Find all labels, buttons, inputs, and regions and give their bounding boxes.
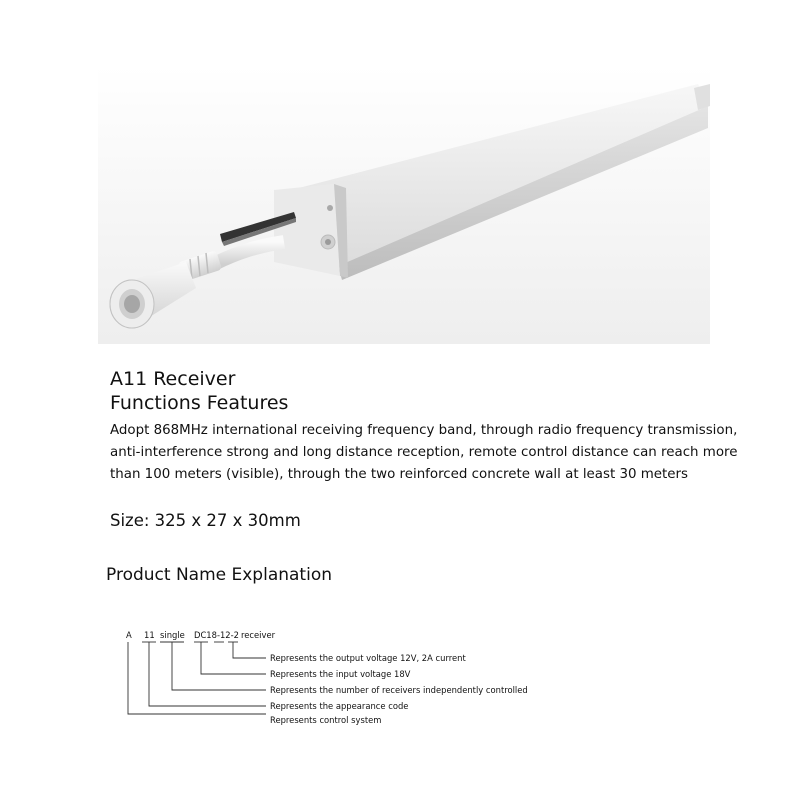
size-spec: Size: 325 x 27 x 30mm: [110, 511, 301, 530]
note-receiver-count: Represents the number of receivers independently controlled: [270, 685, 528, 695]
note-input-voltage: Represents the input voltage 18V: [270, 669, 411, 679]
code-part-channels: single: [160, 630, 185, 640]
product-title: A11 Receiver: [110, 368, 236, 390]
note-output-voltage: Represents the output voltage 12V, 2A current: [270, 653, 466, 663]
features-description: [110, 420, 738, 486]
receiver-tube-icon: [98, 66, 710, 344]
code-part-voltage: DC18-12-2: [194, 630, 239, 640]
code-part-series: A: [126, 630, 132, 640]
description-line: than 100 meters (visible), through the two reinforced concrete wall at least 30 meters: [110, 467, 689, 482]
features-heading: Functions Features: [110, 392, 289, 414]
note-control-system: Represents control system: [270, 715, 382, 725]
code-part-type: receiver: [241, 630, 276, 640]
product-photo: [98, 66, 710, 344]
name-explanation-diagram: [120, 628, 540, 728]
note-appearance-code: Represents the appearance code: [270, 701, 409, 711]
description-line: anti-interference strong and long distance reception, remote control distance can reach more: [110, 445, 738, 460]
code-part-appearance: 11: [144, 630, 155, 640]
explanation-title: Product Name Explanation: [106, 565, 332, 585]
description-line: Adopt 868MHz international receiving frequency band, through radio frequency transmission,: [110, 423, 738, 438]
